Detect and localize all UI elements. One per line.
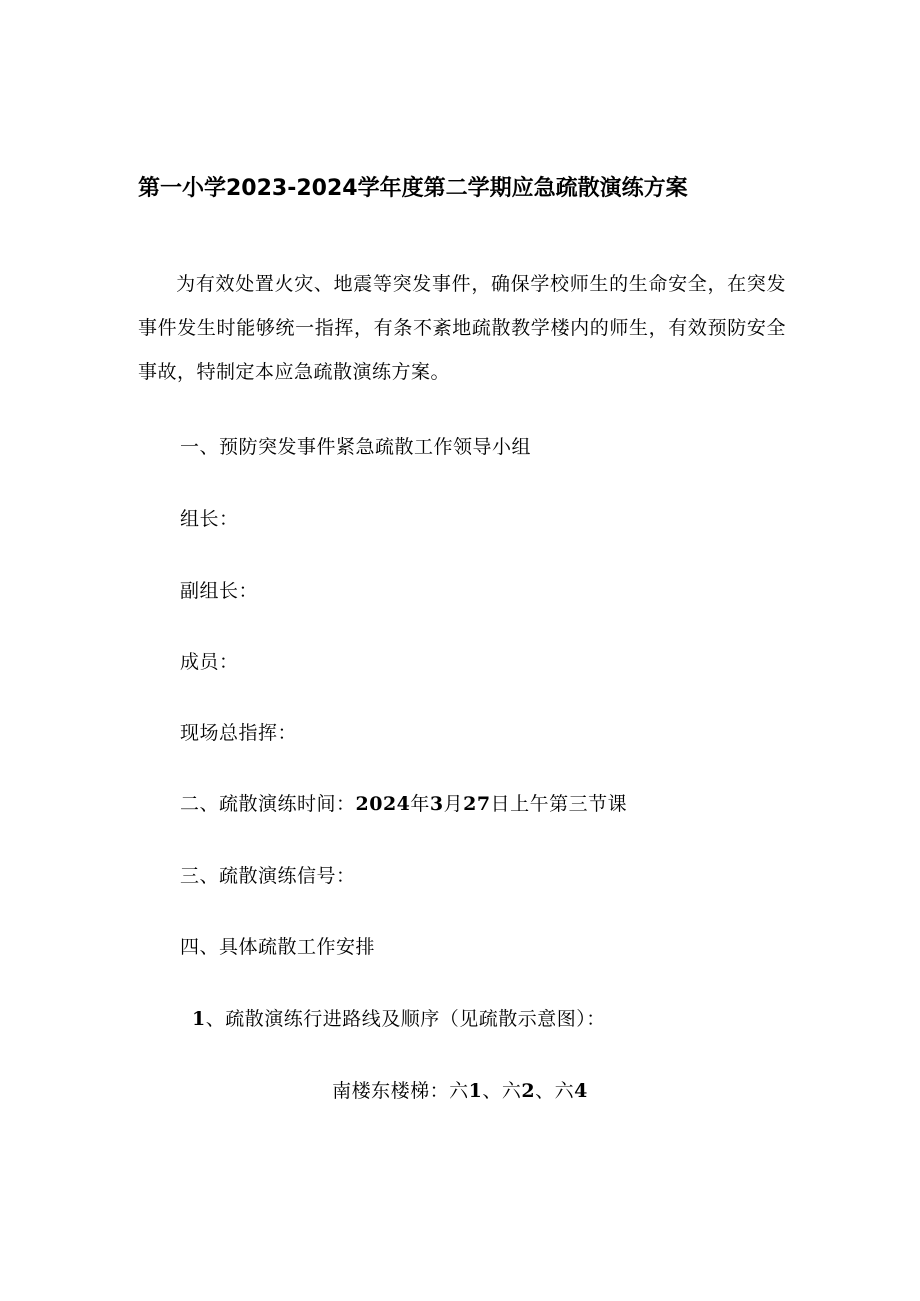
drill-time-label: 二、疏散演练时间： xyxy=(180,793,356,815)
drill-day: 27 xyxy=(463,793,491,815)
item-1-number: 1 xyxy=(192,1008,206,1030)
document-title: 第一小学2023-2024学年度第二学期应急疏散演练方案 xyxy=(138,176,688,201)
deputy-leader-line: 副组长： xyxy=(180,580,259,602)
item-1-route-order xyxy=(192,1004,606,1034)
site-commander-line: 现场总指挥： xyxy=(180,722,298,744)
section-2-drill-time xyxy=(180,789,627,819)
route-separator-2: 、六 xyxy=(535,1080,575,1102)
route-south-building-east-stairs xyxy=(0,1076,920,1106)
item-1-text: 、疏散演练行进路线及顺序（见疏散示意图）： xyxy=(205,1008,606,1030)
route-class-2: 2 xyxy=(521,1080,536,1102)
drill-year: 2024 xyxy=(355,793,411,815)
drill-year-unit: 年 xyxy=(410,793,430,815)
route-class-1: 1 xyxy=(468,1080,483,1102)
leader-line: 组长： xyxy=(180,508,239,530)
intro-text: 为有效处置火灾、地震等突发事件，确保学校师生的生命安全，在突发事件发生时能够统一指挥，有条不紊地疏散教学楼内的师生，有效预防安全事故，特制定本应急疏散演练方案。 xyxy=(138,273,786,383)
route-class-4: 4 xyxy=(574,1080,588,1102)
section-3-drill-signal: 三、疏散演练信号： xyxy=(180,865,356,887)
drill-month-unit: 月 xyxy=(443,793,464,815)
drill-time-rest: 日上午第三节课 xyxy=(490,793,628,815)
intro-paragraph xyxy=(138,262,786,394)
route-separator-1: 、六 xyxy=(482,1080,522,1102)
section-4-heading: 四、具体疏散工作安排 xyxy=(180,936,376,958)
route-prefix: 南楼东楼梯：六 xyxy=(332,1080,469,1102)
drill-month: 3 xyxy=(429,793,444,815)
section-1-heading: 一、预防突发事件紧急疏散工作领导小组 xyxy=(180,436,532,458)
members-line: 成员： xyxy=(180,651,239,673)
